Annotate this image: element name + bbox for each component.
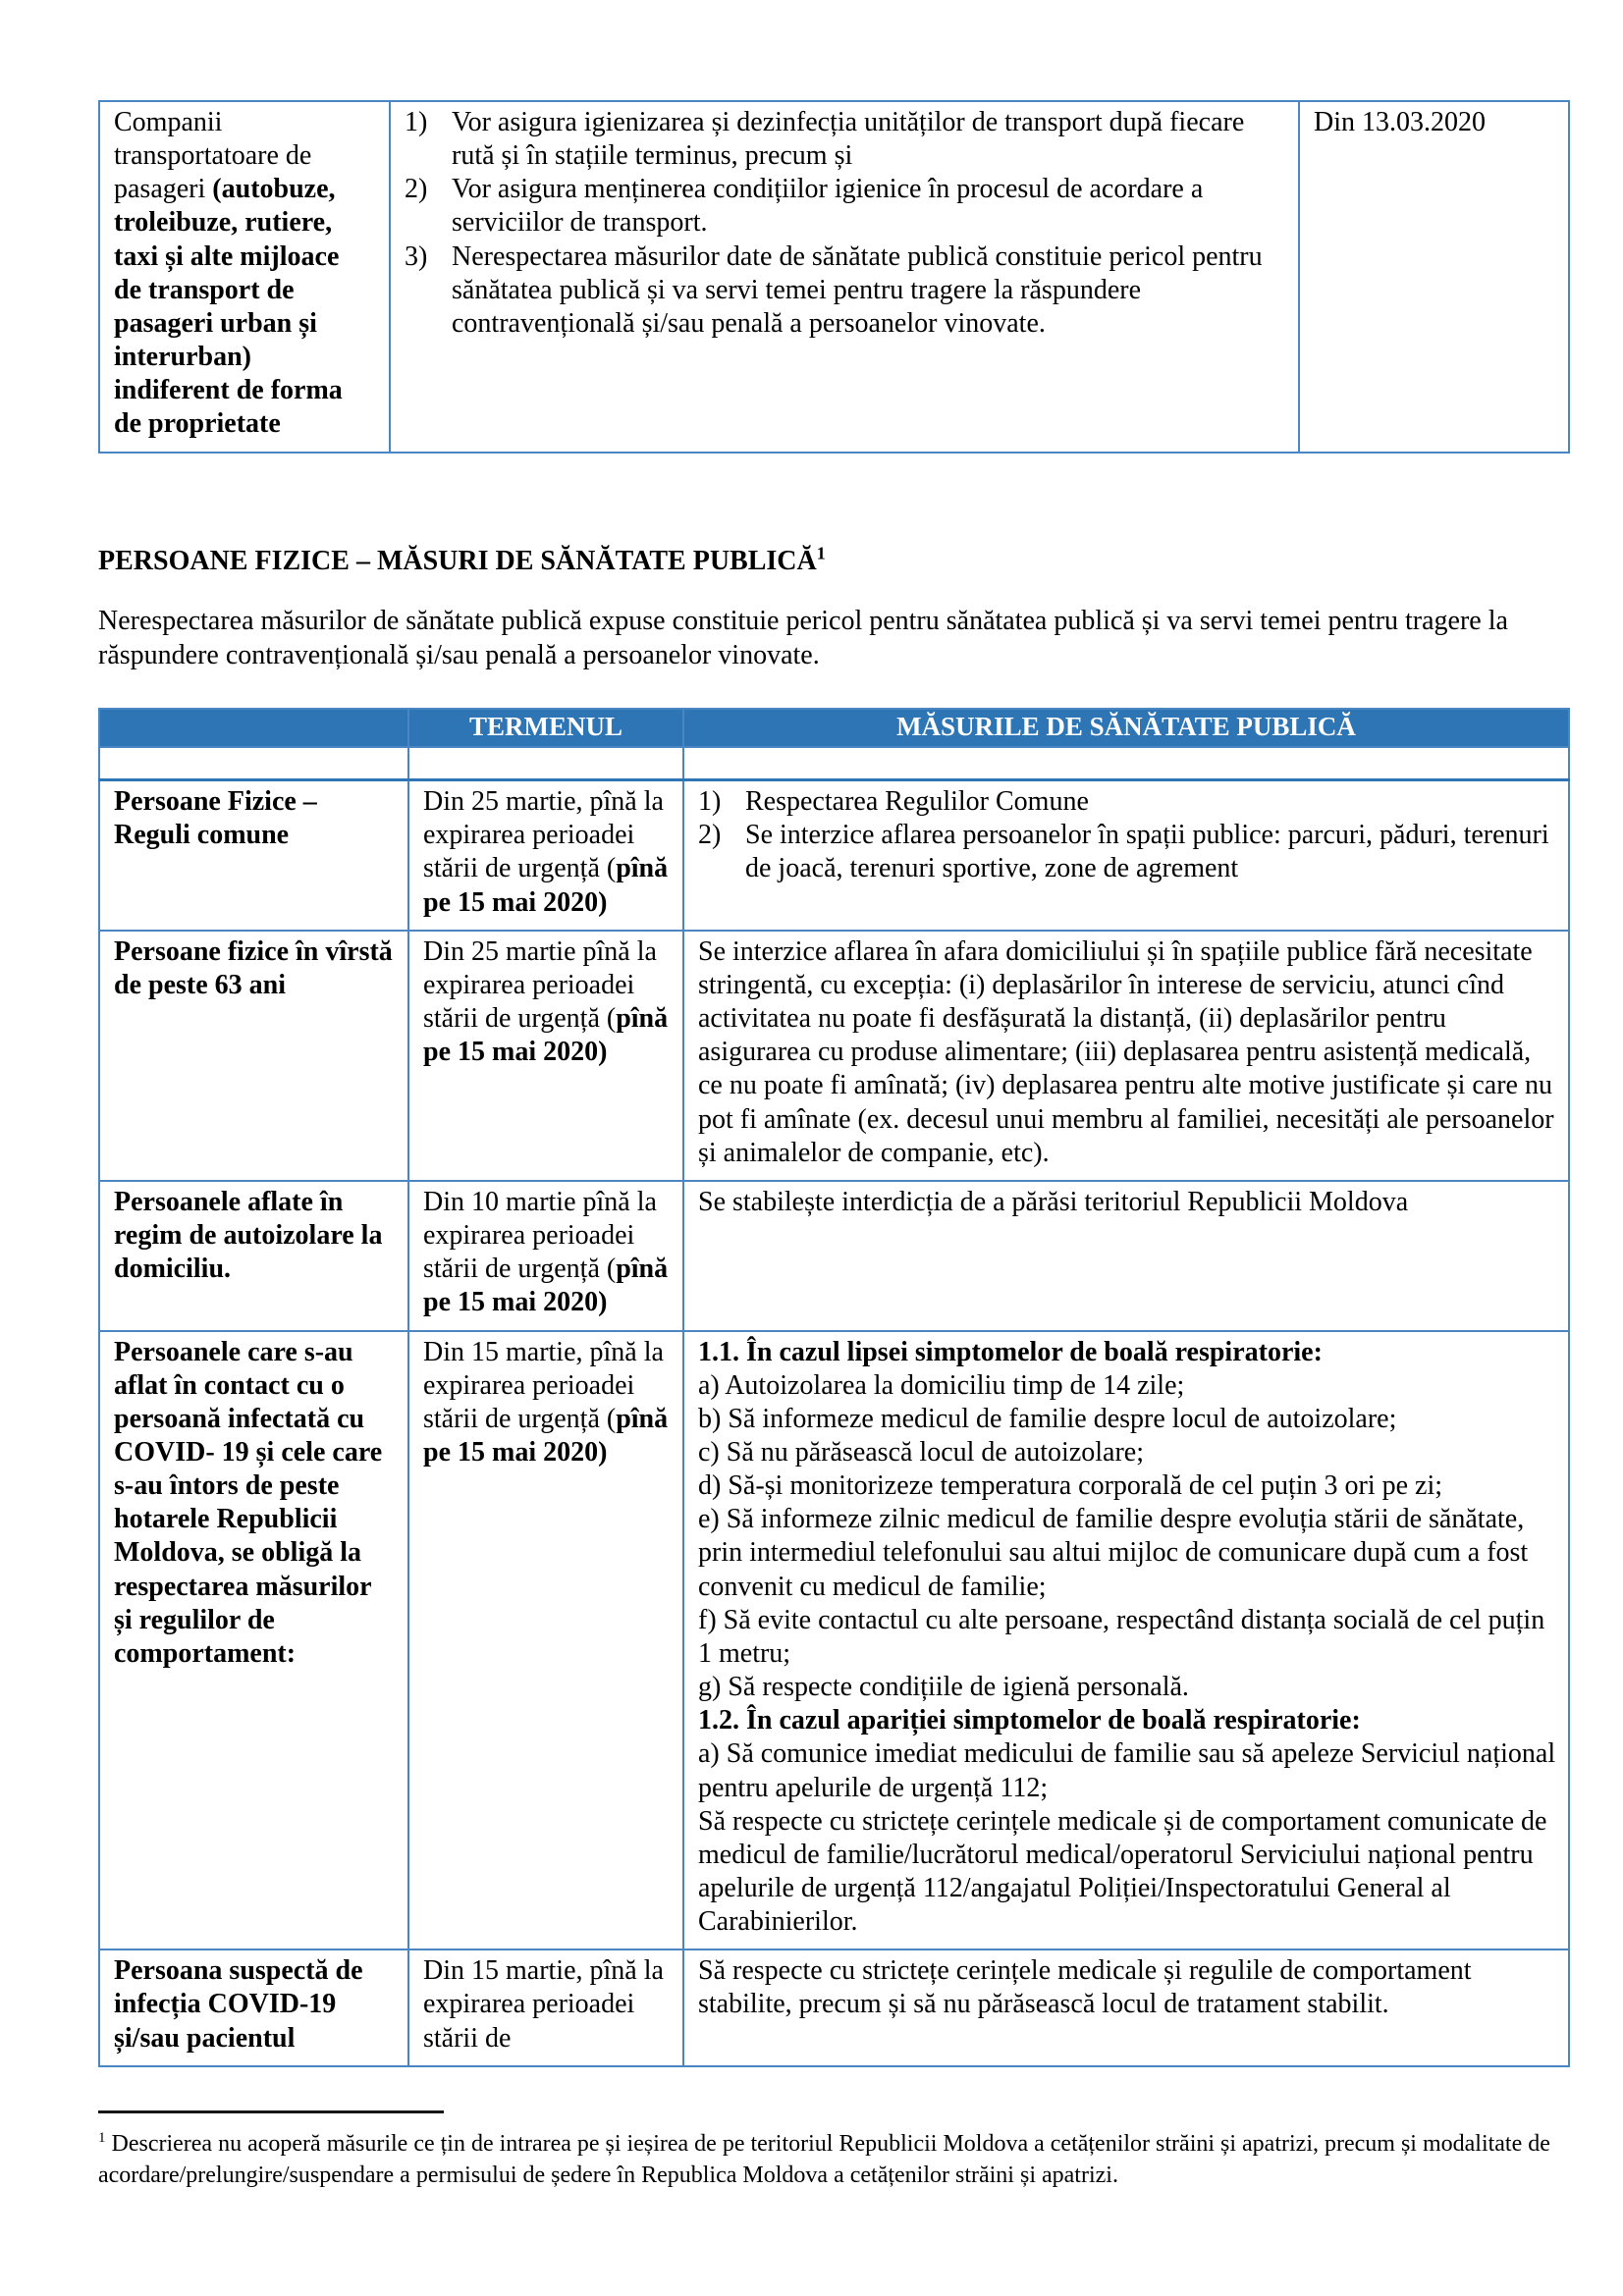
- footnote-reference: 1: [816, 543, 826, 563]
- termen-text: Din 10 martie pînă la expirarea perioadei stării de urgență (: [423, 1186, 657, 1285]
- list-number: 2): [405, 174, 428, 205]
- list-item: [698, 819, 1556, 885]
- termen-text-bold: pînă pe 15 mai 2020): [423, 1254, 669, 1318]
- list-text: Vor asigura igienizarea și dezinfecția unităților de transport după fiecare rută și în stațiile terminus, precum și: [452, 107, 1245, 172]
- subject-cell: [99, 101, 390, 453]
- termen-text: Din 25 martie, pînă la expirarea perioadei stării de urgență (: [423, 786, 664, 884]
- subject-cell: Persoanele aflate în regim de autoizolare la domiciliu.: [99, 1181, 408, 1331]
- header-empty-cell: [99, 709, 408, 747]
- table-header: [99, 709, 1569, 747]
- measure-line: d) Să-și monitorizeze temperatura corporală de cel puțin 3 ori pe zi;: [698, 1470, 1443, 1502]
- intro-paragraph: Nerespectarea măsurilor de sănătate publică expuse constituie pericol pentru sănătatea publică și va servi temei pentru tragere la răspundere contravențională și/sau penală a persoanelor vinovate.: [98, 605, 1508, 671]
- subject-text-bold: (autobuze, troleibuze, rutiere, taxi și alte mijloace de transport de pasageri urban și interurban) indiferent de forma de proprietate: [114, 174, 343, 440]
- termen-text: Din 25 martie pînă la expirarea perioadei stării de urgență (: [423, 935, 657, 1035]
- measures-cell: [390, 101, 1299, 453]
- measure-line: f) Să evite contactul cu alte persoane, respectând distanța socială de cel puțin 1 metru;: [698, 1604, 1545, 1669]
- footnote-separator: [98, 2110, 444, 2113]
- public-health-measures-table: [98, 708, 1570, 2067]
- list-text: Nerespectarea măsurilor date de sănătate publică constituie pericol pentru sănătatea publică și va servi temei pentru tragere la răspundere contravențională și/sau penală a persoanelor vinovate.: [452, 240, 1263, 339]
- measure-line: 1.2. În cazul apariției simptomelor de boală respiratorie:: [698, 1705, 1361, 1736]
- measures-cell: Se stabilește interdicția de a părăsi teritoriul Republicii Moldova: [683, 1181, 1569, 1331]
- subject-cell: Persoane Fizice – Reguli comune: [99, 780, 408, 931]
- spacer-row: [99, 747, 1569, 780]
- measure-line: g) Să respecte condițiile de igienă personală.: [698, 1672, 1189, 1703]
- termen-text-bold: pînă pe 15 mai 2020): [423, 853, 669, 918]
- list-number: 3): [405, 240, 428, 272]
- footnote: [98, 2129, 1553, 2192]
- measures-cell: Se interzice aflarea în afara domiciliului și în spațiile publice fără necesitate stringentă, cu excepția: (i) deplasărilor în interese de serviciu, atunci cînd activitatea nu poate fi desfășurată la distanță, (ii) deplasărilor pentru asigurarea cu produse alimentare; (iii) deplasarea pentru asistență medicală, ce nu poate fi amînată; (iv) deplasarea pentru alte motive justificate și care nu pot fi amînate (ex. decesul unui membru al familiei, necesități ale persoanelor și animalelor de companie, etc).: [683, 931, 1569, 1181]
- list-item: [698, 785, 1556, 819]
- list-item: [405, 240, 1286, 341]
- list-text: Se interzice aflarea persoanelor în spații publice: parcuri, păduri, terenuri de joacă, terenuri sportive, zone de agrement: [745, 820, 1549, 884]
- section-heading: [98, 543, 1623, 577]
- measure-line: b) Să informeze medicul de familie despre locul de autoizolare;: [698, 1403, 1397, 1434]
- termen-text-bold: pînă pe 15 mai 2020): [423, 1403, 669, 1468]
- list-item: [405, 106, 1286, 173]
- termen-text-bold: pînă pe 15 mai 2020): [423, 1003, 669, 1068]
- header-termen: TERMENUL: [408, 709, 683, 747]
- measures-cell: [683, 780, 1569, 931]
- table-row: [99, 1181, 1569, 1331]
- measures-cell: Să respecte cu strictețe cerințele medicale și regulile de comportament stabilite, precum și să nu părăsească locul de tratament stabilit.: [683, 1949, 1569, 2065]
- list-number: 1): [698, 786, 722, 818]
- table-row: [99, 101, 1569, 453]
- measures-cell: [683, 1331, 1569, 1950]
- list-item: [405, 173, 1286, 240]
- termen-text: Din 15 martie, pînă la expirarea perioadei stării de: [423, 1955, 664, 2054]
- table-row: [99, 1331, 1569, 1950]
- measure-line: c) Să nu părăsească locul de autoizolare;: [698, 1436, 1145, 1468]
- list-number: 2): [698, 820, 722, 851]
- list-number: 1): [405, 107, 428, 137]
- list-text: Vor asigura menținerea condițiilor igienice în procesul de acordare a serviciilor de transport.: [452, 174, 1204, 239]
- table-row: [99, 931, 1569, 1181]
- header-measures: MĂSURILE DE SĂNĂTATE PUBLICĂ: [683, 709, 1569, 747]
- termen-cell: [408, 1949, 683, 2065]
- termen-cell: [408, 931, 683, 1181]
- subject-cell: Persoanele care s-au aflat în contact cu o persoană infectată cu COVID- 19 și cele care s-au întors de peste hotarele Republicii Moldova, se obligă la respectarea măsurilor și regulilor de comportament:: [99, 1331, 408, 1950]
- termen-cell: [408, 1181, 683, 1331]
- transport-companies-table: [98, 100, 1570, 454]
- list-text: Respectarea Regulilor Comune: [745, 786, 1089, 818]
- table-row: [99, 780, 1569, 931]
- measure-line: a) Autoizolarea la domiciliu timp de 14 zile;: [698, 1369, 1185, 1401]
- subject-text: Companii transportatoare de pasageri: [114, 107, 312, 205]
- subject-cell: Persoane fizice în vîrstă de peste 63 ani: [99, 931, 408, 1181]
- section-heading-text: PERSOANE FIZICE – MĂSURI DE SĂNĂTATE PUBLICĂ: [98, 545, 817, 576]
- header-row: [99, 709, 1569, 747]
- subject-cell: Persoana suspectă de infecția COVID-19 și/sau pacientul: [99, 1949, 408, 2065]
- footnote-marker: 1: [98, 2129, 106, 2146]
- table-row: [99, 1949, 1569, 2065]
- measure-line: 1.1. În cazul lipsei simptomelor de boală respiratorie:: [698, 1336, 1323, 1367]
- footnote-text: Descrierea nu acoperă măsurile ce țin de intrarea pe și ieșirea de pe teritoriul Republicii Moldova a cetățenilor străini și apatrizi, precum și modalitate de acordare/prelungire/suspendare a permisului de ședere în Republica Moldova a cetățenilor străini și apatrizi.: [98, 2130, 1550, 2188]
- termen-cell: [408, 1331, 683, 1950]
- measure-line: Să respecte cu strictețe cerințele medicale și de comportament comunicate de medicul de familie/lucrătorul medical/operatorul Serviciului național pentru apelurile de urgență 112/angajatul Poliției/Inspectoratului General al Carabinierilor.: [698, 1805, 1547, 1938]
- termen-text: Din 15 martie, pînă la expirarea perioadei stării de urgență (: [423, 1336, 664, 1434]
- measure-line: e) Să informeze zilnic medicul de familie despre evoluția stării de sănătate, prin intermediul telefonului sau altui mijloc de comunicare după cum a fost convenit cu medicul de familie;: [698, 1504, 1529, 1602]
- measure-line: a) Să comunice imediat medicului de familie sau să apeleze Serviciul național pentru apelurile de urgență 112;: [698, 1738, 1556, 1803]
- date-cell: Din 13.03.2020: [1299, 101, 1569, 453]
- termen-cell: [408, 780, 683, 931]
